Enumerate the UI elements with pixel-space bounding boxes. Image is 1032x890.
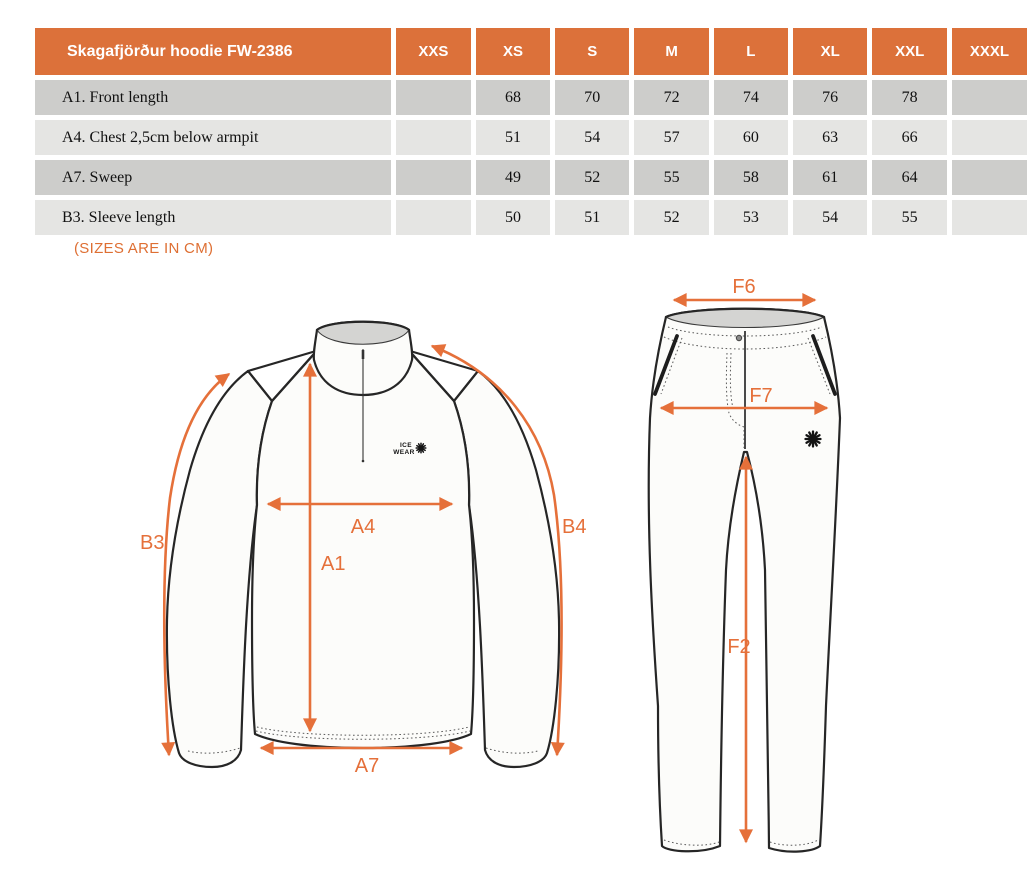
size-value-cell: 78 <box>872 80 947 115</box>
sizes-unit-note: (SIZES ARE IN CM) <box>74 240 214 257</box>
measure-label-cell: A1. Front length <box>35 80 391 115</box>
size-value-cell: 53 <box>714 200 788 235</box>
b3-label: B3 <box>140 532 165 554</box>
size-value-cell: 55 <box>634 160 708 195</box>
hoodie-diagram <box>140 322 586 777</box>
f2-label: F2 <box>727 636 751 658</box>
size-value-cell: 76 <box>793 80 867 115</box>
size-col-header-s: S <box>555 28 629 75</box>
size-value-cell: 58 <box>714 160 788 195</box>
size-value-cell: 74 <box>714 80 788 115</box>
product-title-cell: Skagafjörður hoodie FW-2386 <box>35 28 391 75</box>
size-col-header-xxs: XXS <box>396 28 471 75</box>
measure-label-cell: A7. Sweep <box>35 160 391 195</box>
f7-label: F7 <box>749 385 773 407</box>
size-value-cell: 54 <box>793 200 867 235</box>
size-value-cell: 52 <box>634 200 708 235</box>
size-value-cell: 66 <box>872 120 947 155</box>
size-value-cell: 51 <box>555 200 629 235</box>
size-col-header-xxxl: XXXL <box>952 28 1027 75</box>
size-col-header-xs: XS <box>476 28 550 75</box>
size-value-cell: 72 <box>634 80 708 115</box>
size-value-cell: 52 <box>555 160 629 195</box>
a1-label: A1 <box>321 553 346 575</box>
b4-label: B4 <box>562 516 587 538</box>
logo-text-ice: ICE <box>399 442 413 449</box>
a7-label: A7 <box>354 755 380 777</box>
size-col-header-l: L <box>714 28 788 75</box>
size-value-cell: 54 <box>555 120 629 155</box>
a4-label: A4 <box>350 516 376 538</box>
size-value-cell: 51 <box>476 120 550 155</box>
measure-label-cell: B3. Sleeve length <box>35 200 391 235</box>
size-value-cell: 57 <box>634 120 708 155</box>
measure-label-cell: A4. Chest 2,5cm below armpit <box>35 120 391 155</box>
size-value-cell: 70 <box>555 80 629 115</box>
size-col-header-m: M <box>634 28 708 75</box>
size-value-cell: 49 <box>476 160 550 195</box>
size-col-header-xxl: XXL <box>872 28 947 75</box>
size-value-cell: 61 <box>793 160 867 195</box>
size-value-cell: 60 <box>714 120 788 155</box>
size-value-cell: 64 <box>872 160 947 195</box>
f6-label: F6 <box>732 276 756 298</box>
waist-button <box>736 335 741 340</box>
size-value-cell: 50 <box>476 200 550 235</box>
size-col-header-xl: XL <box>793 28 867 75</box>
logo-text-wear: WEAR <box>393 449 415 456</box>
size-value-cell: 63 <box>793 120 867 155</box>
pants-diagram <box>649 276 840 852</box>
size-value-cell: 68 <box>476 80 550 115</box>
size-value-cell: 55 <box>872 200 947 235</box>
